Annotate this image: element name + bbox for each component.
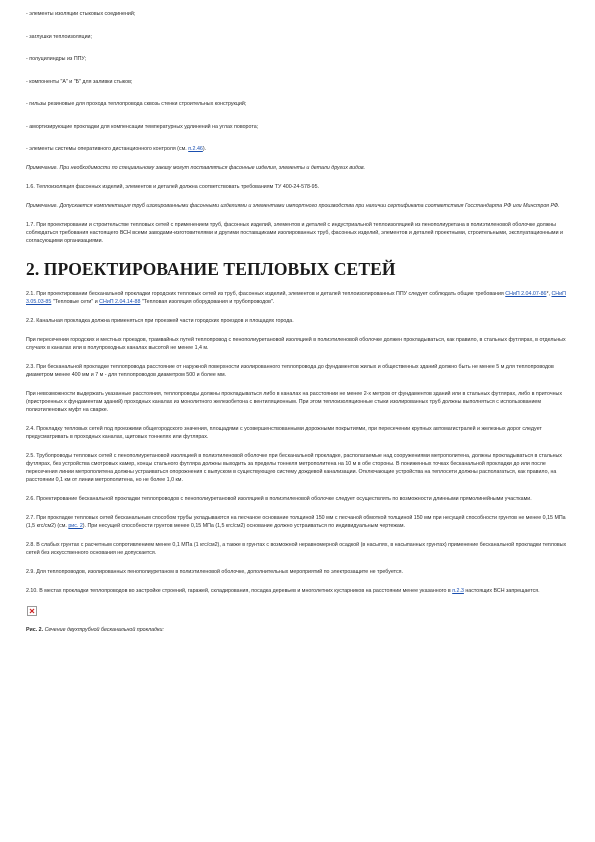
paragraph-2-3-cont: При невозможности выдержать указанные расстояния, теплопроводы должны прокладываться либо в каналах на расстоянии не менее 2-х метров от фундаментов зданий или в стальных футлярах, либо в приточных (пристроенных к фундаментам зданий) проходных каналах из монолитного железобетона с вентиляционным. При этом теплоизоляционные стыки изолированных труб должны выполняться с использованием полиэтиленовых муфт на сварке. <box>26 391 562 413</box>
section-heading: 2. ПРОЕКТИРОВАНИЕ ТЕПЛОВЫХ СЕТЕЙ <box>26 259 396 279</box>
broken-image-icon <box>27 606 37 616</box>
paragraph-2-6: 2.6. Проектирование бесканальной прокладки теплопроводов с пенополиуретановой изоляцией в полиэтиленовой оболочке следует осуществлять по возможности длинными прямолинейными участками. <box>26 496 532 502</box>
paragraph-2-7 <box>26 514 570 530</box>
paragraph-text: 2.1. При проектировании бесканальной прокладки городских тепловых сетей из труб, фасонных изделий, элементов и деталей теплоизолированных ППУ следует соблюдать общие требования <box>26 291 506 297</box>
paragraph-text: настоящих ВСН запрещается. <box>463 588 540 594</box>
paragraph-2-2: 2.2. Канальная прокладка должна применяться при проезжей части городских проездов и площадях города. <box>26 318 294 324</box>
paragraph-1-6: 1.6. Теплоизоляция фасонных изделий, элементов и деталей должна соответствовать требованиям ТУ 400-24-578-95. <box>26 184 320 190</box>
paragraph-text: ). При несущей способности грунтов менее 0,15 МПа (1,5 кгс/см2) основание должно устраиваться по индивидуальным чертежам. <box>82 523 405 529</box>
paragraph-2-3: 2.3. При бесканальной прокладке теплопровода расстояние от наружной поверхности изолированного теплопровода до фундаментов жилых и общественных зданий должно быть не менее 5 м для теплопроводов диаметром менее 400 мм и 7 м - для теплопроводов диаметром 500 и более мм. <box>26 364 554 378</box>
list-item-with-link <box>26 145 570 153</box>
list-item: - амортизирующие прокладки для компенсации температурных удлинений на углах поворота; <box>26 123 259 130</box>
figure-link[interactable]: рис. 2 <box>68 523 83 529</box>
paragraph-text: *, <box>546 291 552 297</box>
paragraph-2-2-cont: При пересечении городских и местных проездов, трамвайных путей теплопровод с пенополиуретановой изоляцией в полиэтиленовой оболочке должен прокладываться, как правило, в стальных футлярах, в отдельных случаях в каналах или в полупроходных каналах высотой не менее 1,4 м. <box>26 337 566 351</box>
figure-caption <box>26 626 570 634</box>
paragraph-2-10 <box>26 587 570 595</box>
list-item: - элементы изоляции стыковых соединений; <box>26 11 136 17</box>
list-item: - компоненты "А" и "Б" для заливки стыков; <box>26 78 133 85</box>
list-item-text: ). <box>202 146 207 152</box>
paragraph-2-1 <box>26 290 570 306</box>
paragraph-text: 2.10. В местах прокладки теплопроводов во застройке строений, гаражей, складирования, посадка деревьев и многолетних кустарников на расстоянии менее указанного в <box>26 588 453 594</box>
snip-link[interactable]: СНиП 3.05.03-85 <box>26 291 566 305</box>
snip-link[interactable]: СНиП 2.04.07-86 <box>505 291 547 297</box>
snip-link[interactable]: СНиП 2.04.14-88 <box>99 299 141 305</box>
paragraph-2-8: 2.8. В слабых грунтах с расчетным сопротивлением менее 0,1 МПа (1 кгс/см2), а также в грунтах с возможной неравномерной осадкой (в насыпях, в насыпанных грунтах) применение бесканальной прокладки тепловых сетей без искусственного основания не допускается. <box>26 542 567 556</box>
list-item: - заглушки теплоизоляции; <box>26 33 92 40</box>
list-item-text: - элементы системы оперативного дистанционного контроля (см. <box>26 146 189 152</box>
note-paragraph: Примечание. При необходимости по специальному заказу могут поставляться фасонные изделия, элементы и детали других видов. <box>26 165 366 171</box>
paragraph-text: 2.7. При прокладке тепловых сетей бесканальным способом трубы укладываются на песчаное основание толщиной 150 мм с песчаной обмоткой толщиной 150 мм при несущей способности грунтов не менее 0,15 МПа (1,5 кгс/см2) (см. <box>26 515 566 529</box>
list-item: - гильзы резиновые для прохода теплопровода сквозь стенки строительных конструкций; <box>26 101 247 107</box>
paragraph-2-5: 2.5. Трубопроводы тепловых сетей с пенополиуретановой изоляцией в полиэтиленовой оболочке при бесканальной прокладке, располагаемые над сооружениями метрополитена, должны прокладываться в стальных футлярах, без устройства смотровых камер, концы стального футляра должны выходить за пределы тоннеля метрополитена на 10 м в обе стороны. В пониженных точках бесканальной прокладки до или после пересечения линии метрополитена должны устраиваться опорожнения с выпуском в существующую систему дождевой канализации. Отключающие устройства на теплосети должны располагаться, как правило, на расстоянии 0,1 км от линии метрополитена, но не более 1,0 км. <box>26 453 562 483</box>
paragraph-text: "Тепловые сети" и <box>51 299 100 305</box>
note-paragraph: Примечание. Допускается комплектация труб изолированными фасонными изделиями и элементами импортного производства при наличии сертификата соответствия Госстандарта РФ или Минстроя РФ. <box>26 203 560 209</box>
paragraph-2-9: 2.9. Для теплопроводов, изолированных пенополиуретаном в полиэтиленовой оболочке, дополнительных мероприятий по электрозащите не требуется. <box>26 569 403 575</box>
list-item: - полуцилиндры из ППУ; <box>26 56 87 62</box>
paragraph-2-4: 2.4. Прокладку тепловых сетей под проезжими общегородского значения, площадями с усовершенствованными дорожными покрытиями, при пересечении крупных автомагистралей и железных дорог следует предусматривать в проходных каналах, щитовых тоннелях или футлярах. <box>26 426 542 440</box>
figure-caption-text: Сечение двухтрубной бесканальной прокладки: <box>43 627 164 633</box>
clause-link[interactable]: п.2.46 <box>188 146 203 152</box>
document-page <box>26 10 570 634</box>
paragraph-text: "Тепловая изоляция оборудования и трубопроводов". <box>140 299 275 305</box>
clause-link[interactable]: п.2.3 <box>452 588 464 594</box>
figure-caption-label: Рис. 2. <box>26 627 44 633</box>
paragraph-1-7: 1.7. При проектировании и строительстве тепловых сетей с применением труб, фасонных изделий, элементов и деталей с индустриальной теплоизоляцией из пенополиуретана в полиэтиленовой оболочке должны соблюдаться требования настоящего ВСН всеми заводами-изготовителями и другими поставщиками изолированных труб, фасонных изделий, элементов и деталей проектными, строительными, эксплуатационными и согласующими организациями. <box>26 222 563 244</box>
